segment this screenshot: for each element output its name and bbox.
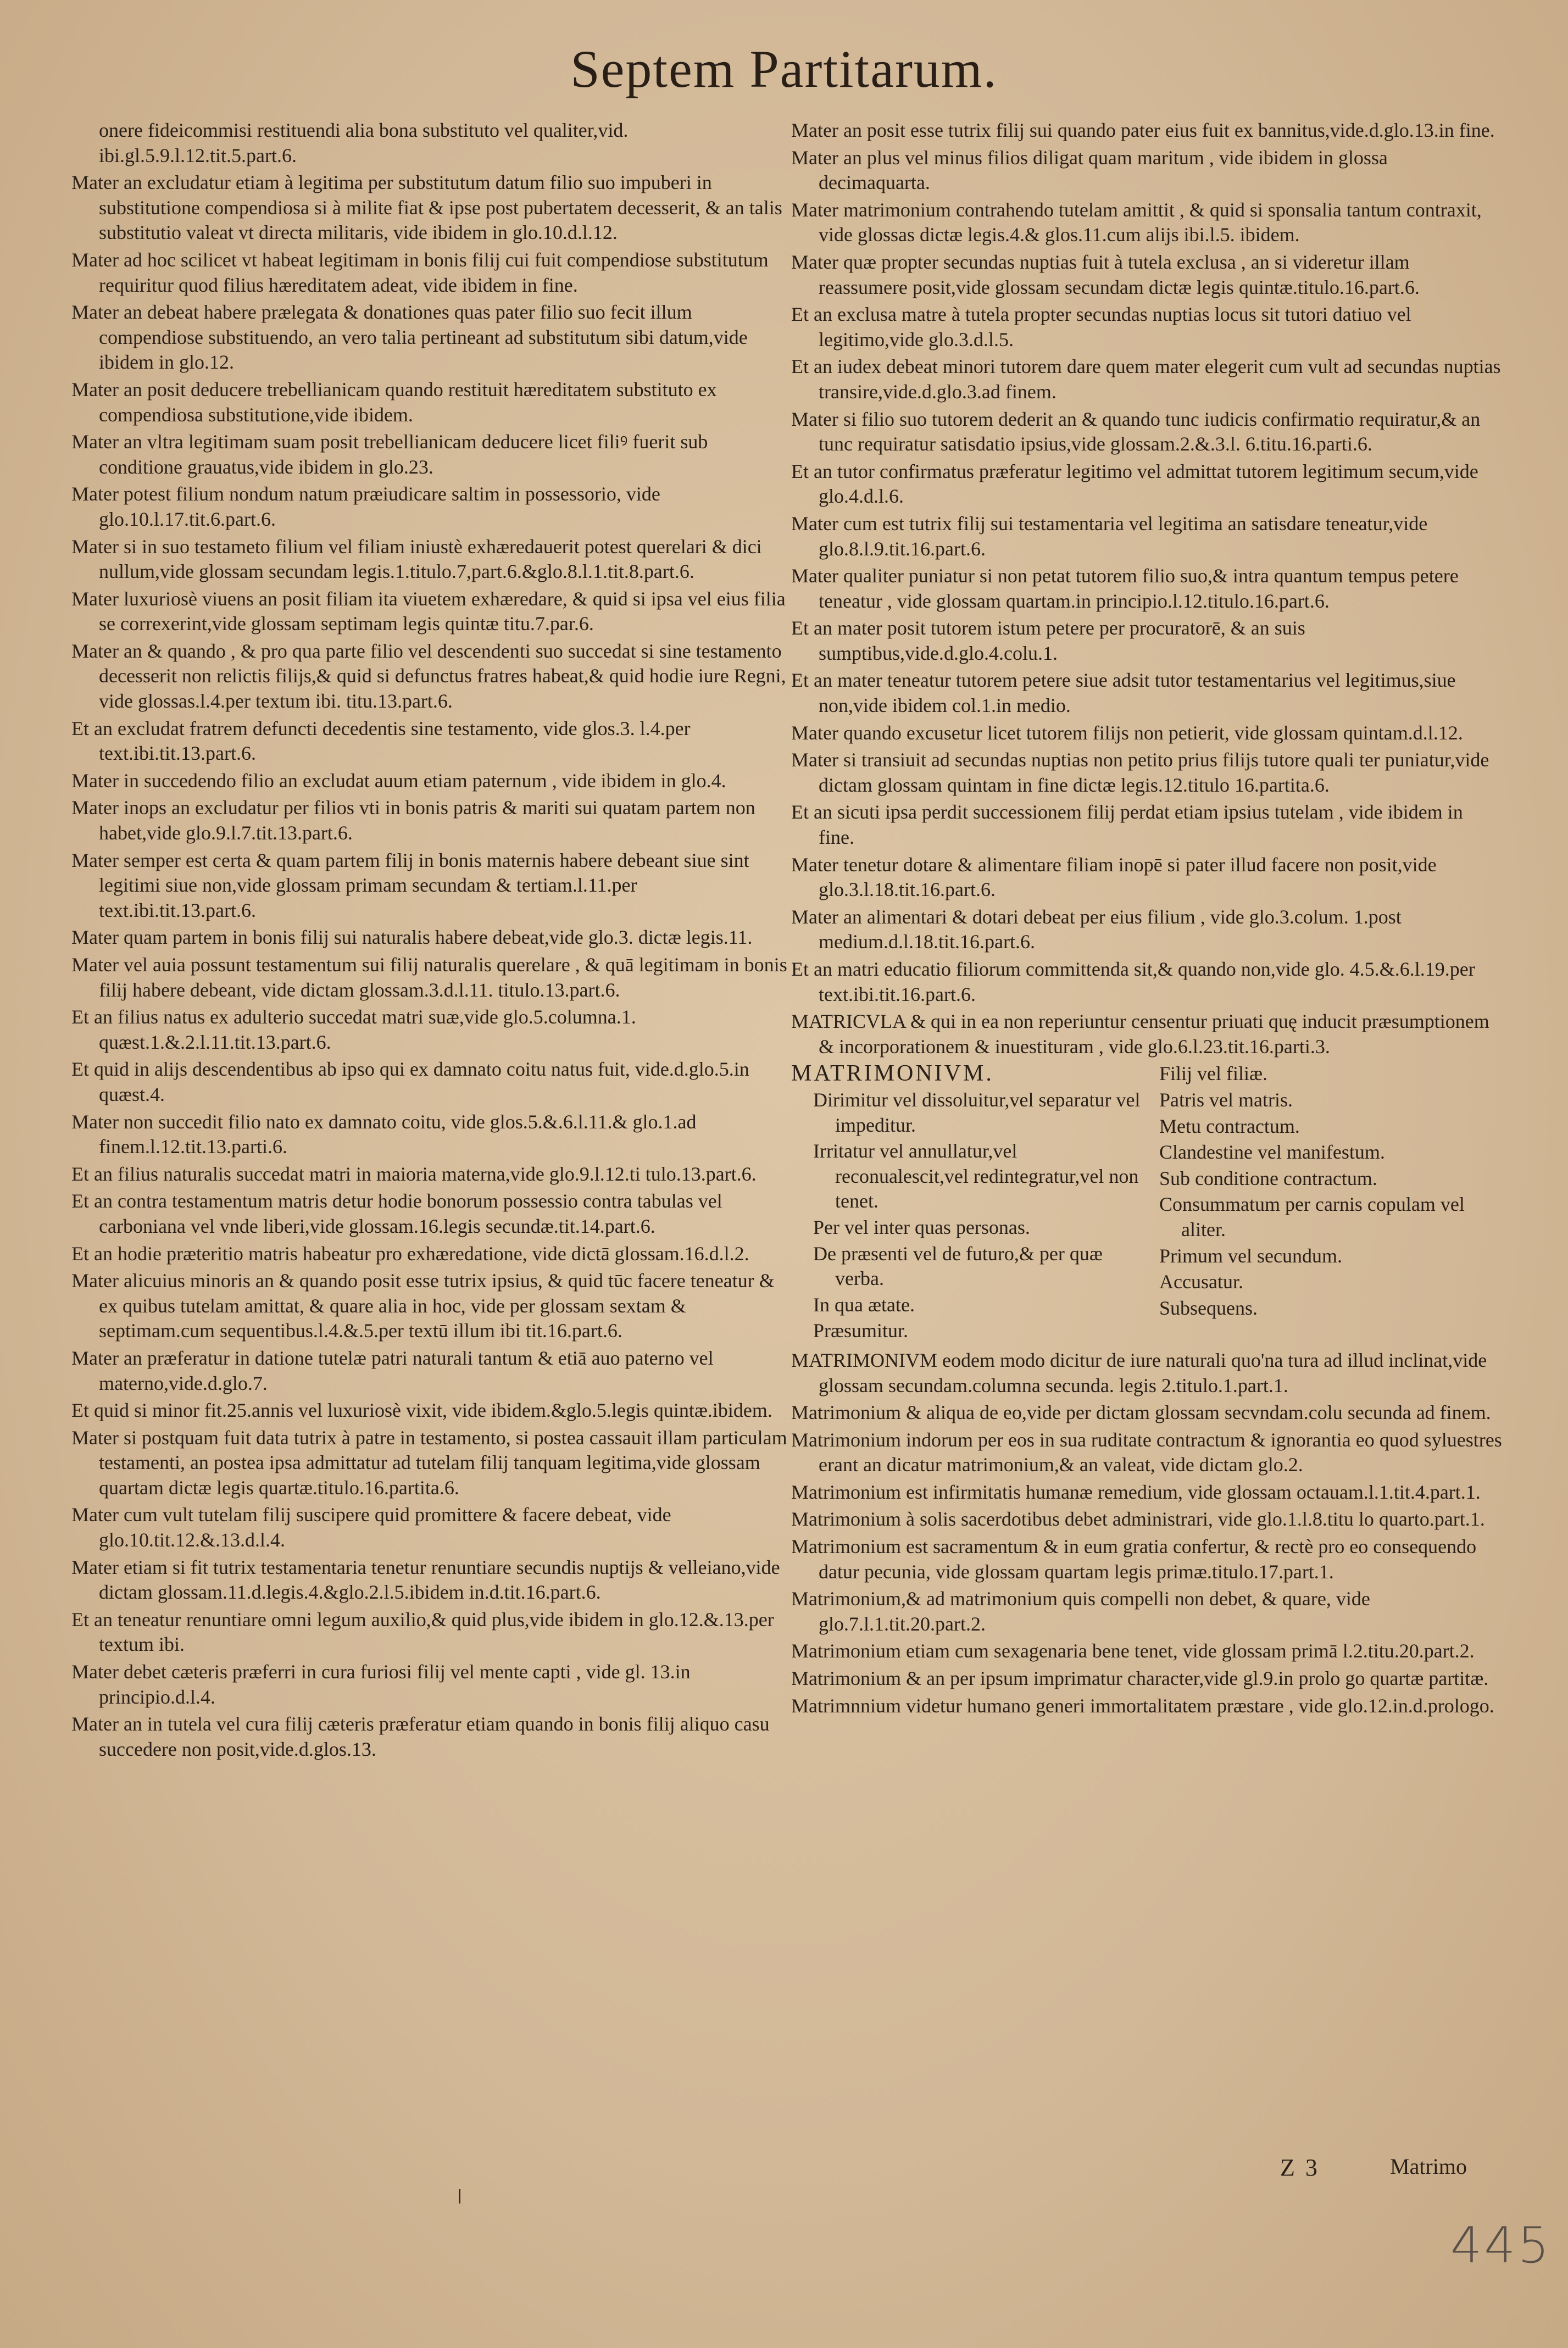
matrimonium-subentry: Accusatur. <box>1159 1271 1243 1293</box>
index-entry: Mater matrimonium contrahendo tutelam amittit , & quid si sponsalia tantum contraxit, vide glossas dictæ legis.4.& glos.11.cum alijs ibi.l.5. ibidem. <box>791 198 1482 246</box>
index-entry: Mater an & quando , & pro qua parte filio vel descendenti suo succedat si sine testamento decesserit non relictis filijs,& quid si defunctus fratres habeat,& quid hodie iure Regni, vide glossas.l.4.per textum ibi. titu.13.part.6. <box>71 639 786 713</box>
index-entry: Matrimonium est infirmitatis humanæ remedium, vide glossam octauam.l.1.tit.4.part.1. <box>791 1481 1481 1503</box>
index-entry: MATRICVLA & qui in ea non reperiuntur censentur priuati quę inducit præsumptionem & incorporationem & inuestituram , vide glo.6.l.23.tit.16.parti.3. <box>791 1010 1489 1058</box>
matrimonium-subentry: Irritatur vel annullatur,vel reconualescit,vel redintegratur,vel non tenet. <box>813 1140 1139 1212</box>
right-column-entries-a <box>791 118 1503 1059</box>
index-entry: Matrimonium est sacramentum & in eum gratia confertur, & rectè pro eo consequendo datur pecunia, vide glossam quartam legis primæ.titulo.17.part.1. <box>791 1535 1477 1583</box>
matrimonium-heading: MATRIMONIVM. <box>791 1061 994 1087</box>
index-entry: Matrimonium indorum per eos in sua ruditate contractum & ignorantia eo quod syluestres erant an dicatur matrimonium,& an valeat, vide dictam glo.2. <box>791 1428 1502 1476</box>
index-entry: Mater qualiter puniatur si non petat tutorem filio suo,& intra quantum tempus petere teneatur , vide glossam quartam.in principio.l.12.titulo.16.part.6. <box>791 565 1459 612</box>
index-entry: Et an filius natus ex adulterio succedat matri suæ,vide glo.5.columna.1. quæst.1.&.2.l.11.tit.13.part.6. <box>71 1006 636 1053</box>
index-entry: Et quid in alijs descendentibus ab ipso qui ex damnato coitu natus fuit, vide.d.glo.5.in quæst.4. <box>71 1058 749 1105</box>
matrimonium-subentry: Patris vel matris. <box>1159 1088 1293 1111</box>
matrimonium-subentry: De præsenti vel de futuro,& per quæ verba. <box>813 1242 1103 1290</box>
index-entry: Et an mater posit tutorem istum petere per procuratorē, & an suis sumptibus,vide.d.glo.4.colu.1. <box>791 617 1305 664</box>
index-entry: Mater luxuriosè viuens an posit filiam ita viuetem exhæredare, & quid si ipsa vel eius filia se correxerint,vide glossam septimam legis quintæ titu.7.par.6. <box>71 587 786 635</box>
right-column-entries-b <box>791 1348 1503 1718</box>
right-column <box>791 118 1503 1721</box>
page-title: Septem Partitarum. <box>570 40 998 98</box>
matrimonium-subentry: Filij vel filiæ. <box>1159 1062 1268 1085</box>
index-entry: Mater quæ propter secundas nuptias fuit à tutela exclusa , an si videretur illam reassumere posit,vide glossam secundam dictæ legis quintæ.titulo.16.part.6. <box>791 251 1420 298</box>
index-entry: Mater quando excusetur licet tutorem filijs non petierit, vide glossam quintam.d.l.12. <box>791 721 1463 744</box>
matrimonium-subentry: Clandestine vel manifestum. <box>1159 1141 1385 1164</box>
index-entry: Mater alicuius minoris an & quando posit esse tutrix ipsius, & quid tūc facere teneatur & ex quibus tutelam amittat, & quare alia in hoc, vide per glossam sextam & septimam.cum sequentibus.l.4.&.5.per textū illum ibi tit.16.part.6. <box>71 1270 775 1342</box>
matrimonium-table <box>791 1061 1503 1345</box>
index-entry: Mater in succedendo filio an excludat auum etiam paternum , vide ibidem in glo.4. <box>71 769 726 792</box>
index-entry: onere fideicommisi restituendi alia bona substituto vel qualiter,vid. ibi.gl.5.9.l.12.tit.5.part.6. <box>99 119 629 166</box>
index-entry: Et an teneatur renuntiare omni legum auxilio,& quid plus,vide ibidem in glo.12.&.13.per textum ibi. <box>71 1608 774 1656</box>
index-entry: Mater non succedit filio nato ex damnato coitu, vide glos.5.&.6.l.11.& glo.1.ad finem.l.12.tit.13.parti.6. <box>71 1110 697 1158</box>
index-entry: Et an mater teneatur tutorem petere siue adsit tutor testamentarius vel legitimus,siue non,vide ibidem col.1.in medio. <box>791 669 1456 717</box>
matrimonium-subentry: Subsequens. <box>1159 1297 1258 1319</box>
matrimonium-subentry: Præsumitur. <box>813 1320 909 1342</box>
index-entry: Mater an plus vel minus filios diligat quam maritum , vide ibidem in glossa decimaquarta. <box>791 146 1388 194</box>
index-entry: Mater vel auia possunt testamentum sui filij naturalis querelare , & quā legitimam in bonis filij habere debeant, vide dictam glossam.3.d.l.11. titulo.13.part.6. <box>71 954 787 1001</box>
signature-mark: Z 3 <box>1280 2154 1320 2181</box>
index-entry: Mater etiam si fit tutrix testamentaria tenetur renuntiare secundis nuptijs & velleiano,vide dictam glossam.11.d.legis.4.&glo.2.l.5.ibidem in.d.tit.16.part.6. <box>71 1556 780 1604</box>
index-entry: Matrimonium à solis sacerdotibus debet administrari, vide glo.1.l.8.titu lo quarto.part.1. <box>791 1508 1485 1531</box>
index-entry: Et an iudex debeat minori tutorem dare quem mater elegerit cum vult ad secundas nuptias transire,vide.d.glo.3.ad finem. <box>791 355 1501 403</box>
index-entry: Et an sicuti ipsa perdit successionem filij perdat etiam ipsius tutelam , vide ibidem in fine. <box>791 801 1463 849</box>
matrimonium-table-left <box>791 1061 1143 1345</box>
index-entry: Mater inops an excludatur per filios vti in bonis patris & mariti sui quatam partem non habet,vide glo.9.l.7.tit.13.part.6. <box>71 797 755 844</box>
index-entry: Mater si transiuit ad secundas nuptias non petito prius filijs tutore quali ter puniatur,vide dictam glossam quintam in fine dictæ legis.12.titulo 16.partita.6. <box>791 749 1489 796</box>
matrimonium-subentry: Consummatum per carnis copulam vel aliter. <box>1159 1193 1465 1240</box>
index-entry: Mater si in suo testameto filium vel filiam iniustè exhæredauerit potest querelari & dici nullum,vide glossam secundam legis.1.titulo.7,part.6.&glo.8.l.1.tit.8.part.6. <box>71 535 762 583</box>
matrimonium-subentry: Per vel inter quas personas. <box>813 1216 1030 1238</box>
index-entry: Matrimonium,& ad matrimonium quis compelli non debet, & quare, vide glo.7.l.1.tit.20.part.2. <box>791 1588 1370 1635</box>
index-entry: Et an tutor confirmatus præferatur legitimo vel admittat tutorem legitimum secum,vide glo.4.d.l.6. <box>791 460 1478 508</box>
index-entry: Mater cum est tutrix filij sui testamentaria vel legitima an satisdare teneatur,vide glo.8.l.9.tit.16.part.6. <box>791 512 1428 560</box>
index-entry: Mater an posit deducere trebellianicam quando restituit hæreditatem substituto ex compendiosa substitutione,vide ibidem. <box>71 378 717 426</box>
index-entry: Mater quam partem in bonis filij sui naturalis habere debeat,vide glo.3. dictæ legis.11. <box>71 926 753 949</box>
index-entry: Mater an debeat habere prælegata & donationes quas pater filio suo fecit illum compendiose substituendo, an vero talia pertineant ad substitutum sibi datum,vide ibidem in glo.12. <box>71 301 748 374</box>
index-entry: Et quid si minor fit.25.annis vel luxuriosè vixit, vide ibidem.&glo.5.legis quintæ.ibidem. <box>71 1399 772 1422</box>
index-entry: Mater an excludatur etiam à legitima per substitutum datum filio suo impuberi in substitutione compendiosa si à milite fiat & ipse post pubertatem decesserit, & an talis substitutio valeat vt directa militaris, vide ibidem in glo.10.d.l.12. <box>71 171 782 244</box>
catchword: Matrimo <box>1390 2154 1467 2179</box>
index-entry: Mater an præferatur in datione tutelæ patri naturali tantum & etiā auo paterno vel materno,vide.d.glo.7. <box>71 1347 714 1394</box>
index-entry: Et an hodie præteritio matris habeatur pro exhæredatione, vide dictā glossam.16.d.l.2. <box>71 1242 749 1265</box>
index-entry: Et an contra testamentum matris detur hodie bonorum possessio contra tabulas vel carboniana vel vnde liberi,vide glossam.16.legis secundæ.tit.14.part.6. <box>71 1190 722 1237</box>
matrimonium-subentry: Dirimitur vel dissoluitur,vel separatur vel impeditur. <box>813 1088 1141 1136</box>
index-entry: Matrimonium & aliqua de eo,vide per dictam glossam secvndam.colu secunda ad finem. <box>791 1401 1491 1424</box>
index-entry: Mater debet cæteris præferri in cura furiosi filij vel mente capti , vide gl. 13.in principio.d.l.4. <box>71 1661 691 1708</box>
matrimonium-subentry: Primum vel secundum. <box>1159 1244 1342 1267</box>
index-entry: Mater si filio suo tutorem dederit an & quando tunc iudicis confirmatio requiratur,& an tunc requiratur satisdatio ipsius,vide glossam.2.&.3.l. 6.titu.16.parti.6. <box>791 408 1481 455</box>
index-entry: Mater ad hoc scilicet vt habeat legitimam in bonis filij cui fuit compendiose substitutum requiritur quod filius hæreditatem adeat, vide ibidem in fine. <box>71 248 769 296</box>
index-entry: Mater cum vult tutelam filij suscipere quid promittere & facere debeat, vide glo.10.tit.12.&.13.d.l.4. <box>71 1504 671 1551</box>
printer-mark <box>459 2189 460 2204</box>
handwritten-page-number: 445 <box>1450 2217 1552 2274</box>
matrimonium-subentry: In qua ætate. <box>813 1293 915 1316</box>
index-entry: Matrimonium etiam cum sexagenaria bene tenet, vide glossam primā l.2.titu.20.part.2. <box>791 1640 1475 1662</box>
left-column <box>71 118 791 1764</box>
index-entry: Et an excludat fratrem defuncti decedentis sine testamento, vide glos.3. l.4.per text.ibi.tit.13.part.6. <box>71 717 691 765</box>
index-entry: Mater an in tutela vel cura filij cæteris præferatur etiam quando in bonis filij aliquo casu succedere non posit,vide.d.glos.13. <box>71 1713 770 1760</box>
index-entry: Mater an vltra legitimam suam posit trebellianicam deducere licet filiꝰ fuerit sub conditione grauatus,vide ibidem in glo.23. <box>71 431 708 478</box>
index-entry: Et an exclusa matre à tutela propter secundas nuptias locus sit tutori datiuo vel legitimo,vide glo.3.d.l.5. <box>791 303 1411 350</box>
index-entry: Mater tenetur dotare & alimentare filiam inopē si pater illud facere non posit,vide glo.3.l.18.tit.16.part.6. <box>791 853 1437 901</box>
matrimonium-subentry: Metu contractum. <box>1159 1115 1300 1137</box>
index-entry: Mater si postquam fuit data tutrix à patre in testamento, si postea cassauit illam particulam testamenti, an postea ipsa admittatur ad tutelam filij tanquam legitima,vide glossam quartam dictæ legis quartæ.titulo.16.partita.6. <box>71 1426 787 1499</box>
matrimonium-table-right <box>1159 1061 1489 1345</box>
matrimonium-subentry: Sub conditione contractum. <box>1159 1167 1377 1189</box>
index-entry: Et an filius naturalis succedat matri in maioria materna,vide glo.9.l.12.ti tulo.13.part.6. <box>71 1162 757 1185</box>
index-entry: Et an matri educatio filiorum committenda sit,& quando non,vide glo. 4.5.&.6.l.19.per text.ibi.tit.16.part.6. <box>791 958 1475 1005</box>
index-entry: MATRIMONIVM eodem modo dicitur de iure naturali quo'na tura ad illud inclinat,vide glossam secundam.columna secunda. legis 2.titulo.1.part.1. <box>791 1349 1487 1396</box>
index-entry: Mater semper est certa & quam partem filij in bonis maternis habere debeant siue sint legitimi siue non,vide glossam primam secundam & tertiam.l.11.per text.ibi.tit.13.part.6. <box>71 849 749 921</box>
index-entry: Matrimonium & an per ipsum imprimatur character,vide gl.9.in prolo go quartæ partitæ. <box>791 1667 1489 1690</box>
index-entry: Mater an alimentari & dotari debeat per eius filium , vide glo.3.colum. 1.post medium.d.l.18.tit.16.part.6. <box>791 905 1402 953</box>
index-entry: Mater potest filium nondum natum præiudicare saltim in possessorio, vide glo.10.l.17.tit.6.part.6. <box>71 483 660 530</box>
index-entry: Mater an posit esse tutrix filij sui quando pater eius fuit ex bannitus,vide.d.glo.13.in fine. <box>791 119 1495 141</box>
index-entry: Matrimnnium videtur humano generi immortalitatem præstare , vide glo.12.in.d.prologo. <box>791 1694 1494 1717</box>
